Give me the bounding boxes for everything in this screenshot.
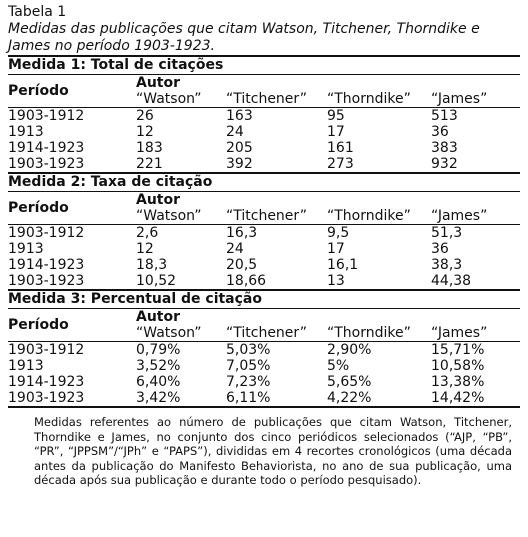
value-cell: 183: [136, 140, 163, 156]
value-cell: 38,3: [431, 257, 463, 273]
value-cell: 221: [136, 156, 163, 172]
value-cell: 95: [327, 108, 345, 124]
table-row: [8, 374, 520, 390]
value-cell: 205: [226, 140, 253, 156]
value-cell: 6,11%: [226, 390, 271, 406]
author-column-header: “Titchener”: [226, 208, 327, 225]
measure-title: Medida 2: Taxa de citação: [8, 174, 213, 190]
author-column-header: “Watson”: [136, 91, 226, 108]
value-cell: 36: [431, 124, 449, 140]
value-cell: 0,79%: [136, 342, 181, 358]
value-cell: 15,71%: [431, 342, 485, 358]
measures-container: [8, 55, 520, 408]
value-cell: 3,42%: [136, 390, 181, 406]
table-row: [8, 273, 520, 289]
value-cell: 24: [226, 241, 244, 257]
periodo-header: Período: [8, 192, 136, 225]
value-cell: 161: [327, 140, 354, 156]
value-cell: 26: [136, 108, 154, 124]
measure-table: [8, 75, 520, 172]
table-bottom-rule: [8, 406, 520, 408]
table-row: [8, 108, 520, 125]
value-cell: 12: [136, 124, 154, 140]
table-row: [8, 124, 520, 140]
author-column-header: “Watson”: [136, 325, 226, 342]
value-cell: 6,40%: [136, 374, 181, 390]
value-cell: 7,05%: [226, 358, 271, 374]
author-column-header: “Titchener”: [226, 325, 327, 342]
period-cell: 1903-1912: [8, 342, 85, 358]
periodo-header: Período: [8, 75, 136, 108]
period-cell: 1914-1923: [8, 374, 85, 390]
periodo-header: Período: [8, 309, 136, 342]
value-cell: 5,65%: [327, 374, 372, 390]
period-cell: 1913: [8, 358, 44, 374]
author-column-header: “Thorndike”: [327, 325, 431, 342]
value-cell: 13: [327, 273, 345, 289]
value-cell: 4,22%: [327, 390, 372, 406]
value-cell: 18,66: [226, 273, 267, 289]
period-cell: 1903-1912: [8, 108, 85, 124]
table-row: [8, 241, 520, 257]
value-cell: 2,6: [136, 225, 159, 241]
value-cell: 18,3: [136, 257, 168, 273]
value-cell: 51,3: [431, 225, 463, 241]
author-column-header: “James”: [431, 91, 520, 108]
value-cell: 163: [226, 108, 253, 124]
value-cell: 2,90%: [327, 342, 372, 358]
value-cell: 513: [431, 108, 458, 124]
period-cell: 1903-1923: [8, 390, 85, 406]
author-column-header: “James”: [431, 325, 520, 342]
table-row: [8, 225, 520, 242]
period-cell: 1903-1923: [8, 156, 85, 172]
measure-table: [8, 192, 520, 289]
value-cell: 392: [226, 156, 253, 172]
value-cell: 5%: [327, 358, 350, 374]
value-cell: 13,38%: [431, 374, 485, 390]
autor-header: Autor: [136, 192, 181, 208]
measure-table: [8, 309, 520, 406]
author-column-header: “Watson”: [136, 208, 226, 225]
period-cell: 1913: [8, 241, 44, 257]
measure-title: Medida 3: Percentual de citação: [8, 291, 262, 307]
measure-title: Medida 1: Total de citações: [8, 57, 224, 73]
table-row: [8, 390, 520, 406]
value-cell: 36: [431, 241, 449, 257]
value-cell: 10,58%: [431, 358, 485, 374]
value-cell: 9,5: [327, 225, 350, 241]
value-cell: 3,52%: [136, 358, 181, 374]
value-cell: 44,38: [431, 273, 472, 289]
period-cell: 1914-1923: [8, 257, 85, 273]
author-column-header: “James”: [431, 208, 520, 225]
value-cell: 10,52: [136, 273, 177, 289]
value-cell: 14,42%: [431, 390, 485, 406]
table-caption: Medidas das publicações que citam Watson, Titchener, Thorndike e James no período 1903-1923.: [8, 21, 480, 54]
autor-header: Autor: [136, 309, 181, 325]
author-column-header: “Thorndike”: [327, 91, 431, 108]
value-cell: 7,23%: [226, 374, 271, 390]
author-column-header: “Thorndike”: [327, 208, 431, 225]
value-cell: 24: [226, 124, 244, 140]
value-cell: 16,3: [226, 225, 258, 241]
period-cell: 1913: [8, 124, 44, 140]
period-cell: 1903-1923: [8, 273, 85, 289]
value-cell: 17: [327, 124, 345, 140]
value-cell: 16,1: [327, 257, 359, 273]
period-cell: 1914-1923: [8, 140, 85, 156]
author-column-header: “Titchener”: [226, 91, 327, 108]
table-label: Tabela 1: [8, 4, 67, 20]
value-cell: 932: [431, 156, 458, 172]
table-row: [8, 140, 520, 156]
value-cell: 12: [136, 241, 154, 257]
table-row: [8, 257, 520, 273]
table-notes: Medidas referentes ao número de publicações que citam Watson, Titchener, Thorndike e James, no conjunto dos cinco periódicos selecionados (“AJP, “PB”, “PR”, “JPPSM”/“JPh” e “PAPS”), divididas em 4 recortes cronológicos (uma década antes da publicação do Manifesto Behaviorista, no ano de sua publicação, uma década após sua publicação e durante todo o período pesquisado).: [34, 415, 512, 487]
period-cell: 1903-1912: [8, 225, 85, 241]
value-cell: 273: [327, 156, 354, 172]
table-row: [8, 358, 520, 374]
value-cell: 17: [327, 241, 345, 257]
table-row: [8, 156, 520, 172]
table-row: [8, 342, 520, 359]
autor-header: Autor: [136, 75, 181, 91]
value-cell: 20,5: [226, 257, 258, 273]
value-cell: 5,03%: [226, 342, 271, 358]
value-cell: 383: [431, 140, 458, 156]
